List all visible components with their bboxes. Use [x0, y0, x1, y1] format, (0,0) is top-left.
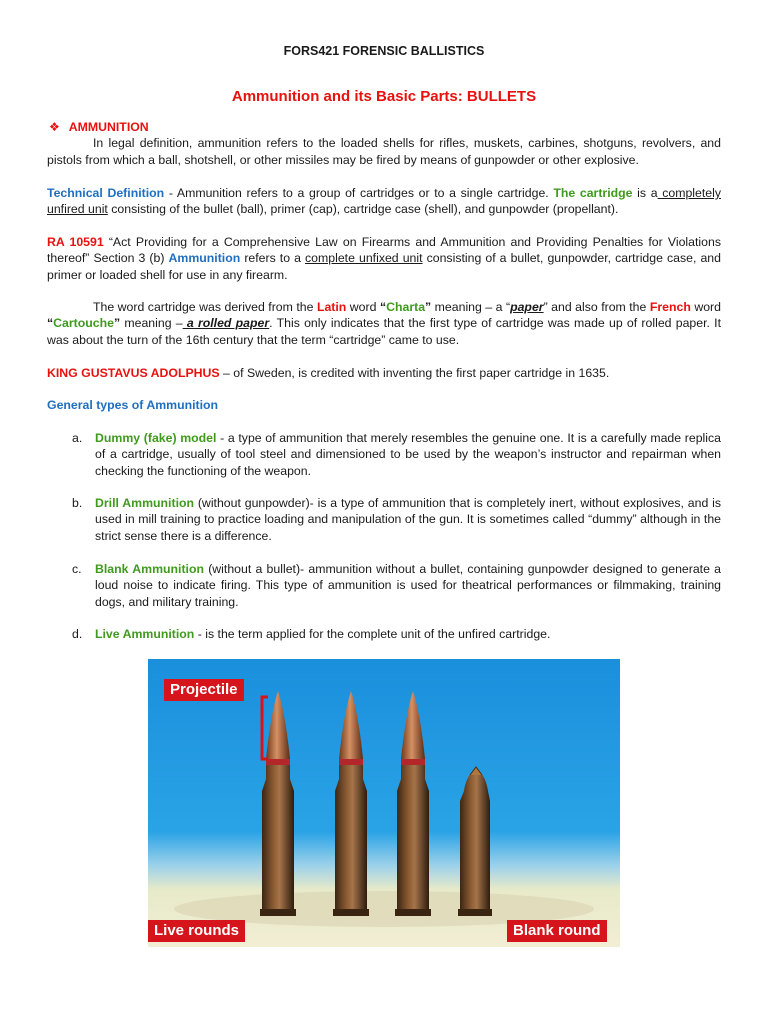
ammunition-photo: [148, 659, 620, 947]
bullets-illustration: [148, 659, 620, 947]
list-item: a. Dummy (fake) model - a type of ammunition that merely resembles the genuine one. It is a carefully made replica of a cartridge, usually of tool steel and dimensioned to be used by the weapon’s instructor and repairman when checking the functioning of the weapon.: [72, 431, 721, 478]
king-gustavus-paragraph: KING GUSTAVUS ADOLPHUS – of Sweden, is credited with inventing the first paper cartridge in 1635.: [47, 366, 610, 380]
general-types-heading: General types of Ammunition: [47, 398, 219, 412]
projectile-label: Projectile: [164, 679, 244, 701]
technical-definition-label: Technical Definition: [47, 186, 165, 200]
page-title: Ammunition and its Basic Parts: BULLETS: [231, 88, 537, 105]
list-item: b. Drill Ammunition (without gunpowder)- is a type of ammunition that is completely inert, without explosives, and is used in mill training to practice loading and manipulation of the gun. It is sometimes called “dummy” although in the strict sense there is a difference.: [72, 496, 721, 543]
technical-definition: Technical Definition - Ammunition refers to a group of cartridges or to a single cartridge. The cartridge is a completely unfired unit consisting of the bullet (ball), primer (cap), cartridge case (shell), and gunpowder (propellant).: [47, 186, 721, 217]
ammunition-section: [47, 119, 721, 168]
blank-round-label: Blank round: [507, 920, 607, 942]
list-item: d. Live Ammunition - is the term applied for the complete unit of the unfired cartridge.: [72, 627, 551, 641]
cartridge-etymology: The word cartridge was derived from the Latin word “Charta” meaning – a “paper” and also from the French word “Cartouche” meaning – a rolled paper. This only indicates that the first type of cartridge was made up of rolled paper. It was about the turn of the 16th century that the term “cartridge” came to use.: [47, 300, 722, 347]
ammunition-heading: ❖ AMMUNITION: [49, 120, 149, 134]
course-code: FORS421 FORENSIC BALLISTICS: [283, 44, 485, 58]
diamond-bullet-icon: ❖: [49, 120, 60, 134]
live-rounds-label: Live rounds: [148, 920, 245, 942]
ra-10591-paragraph: RA 10591 “Act Providing for a Comprehensive Law on Firearms and Ammunition and Providing Penalties for Violations thereof” Section 3 (b) Ammunition refers to a complete unfixed unit consisting of a bullet, gunpowder, cartridge case, and primer or loaded shell for use in any firearm.: [47, 235, 721, 282]
cartridge-term: The cartridge: [553, 186, 633, 200]
ammunition-definition: In legal definition, ammunition refers to the loaded shells for rifles, muskets, carbines, shotguns, revolvers, and pistols from which a ball, shotshell, or other missiles may be fired by means of gunpowder or other explosive.: [47, 136, 721, 167]
ra-label: RA 10591: [47, 235, 104, 249]
list-item: c. Blank Ammunition (without a bullet)- ammunition without a bullet, containing gunpowder designed to generate a loud noise to indicate firing. This type of ammunition is used for theatrical performances or filmmaking, training dogs, and military training.: [72, 562, 721, 609]
